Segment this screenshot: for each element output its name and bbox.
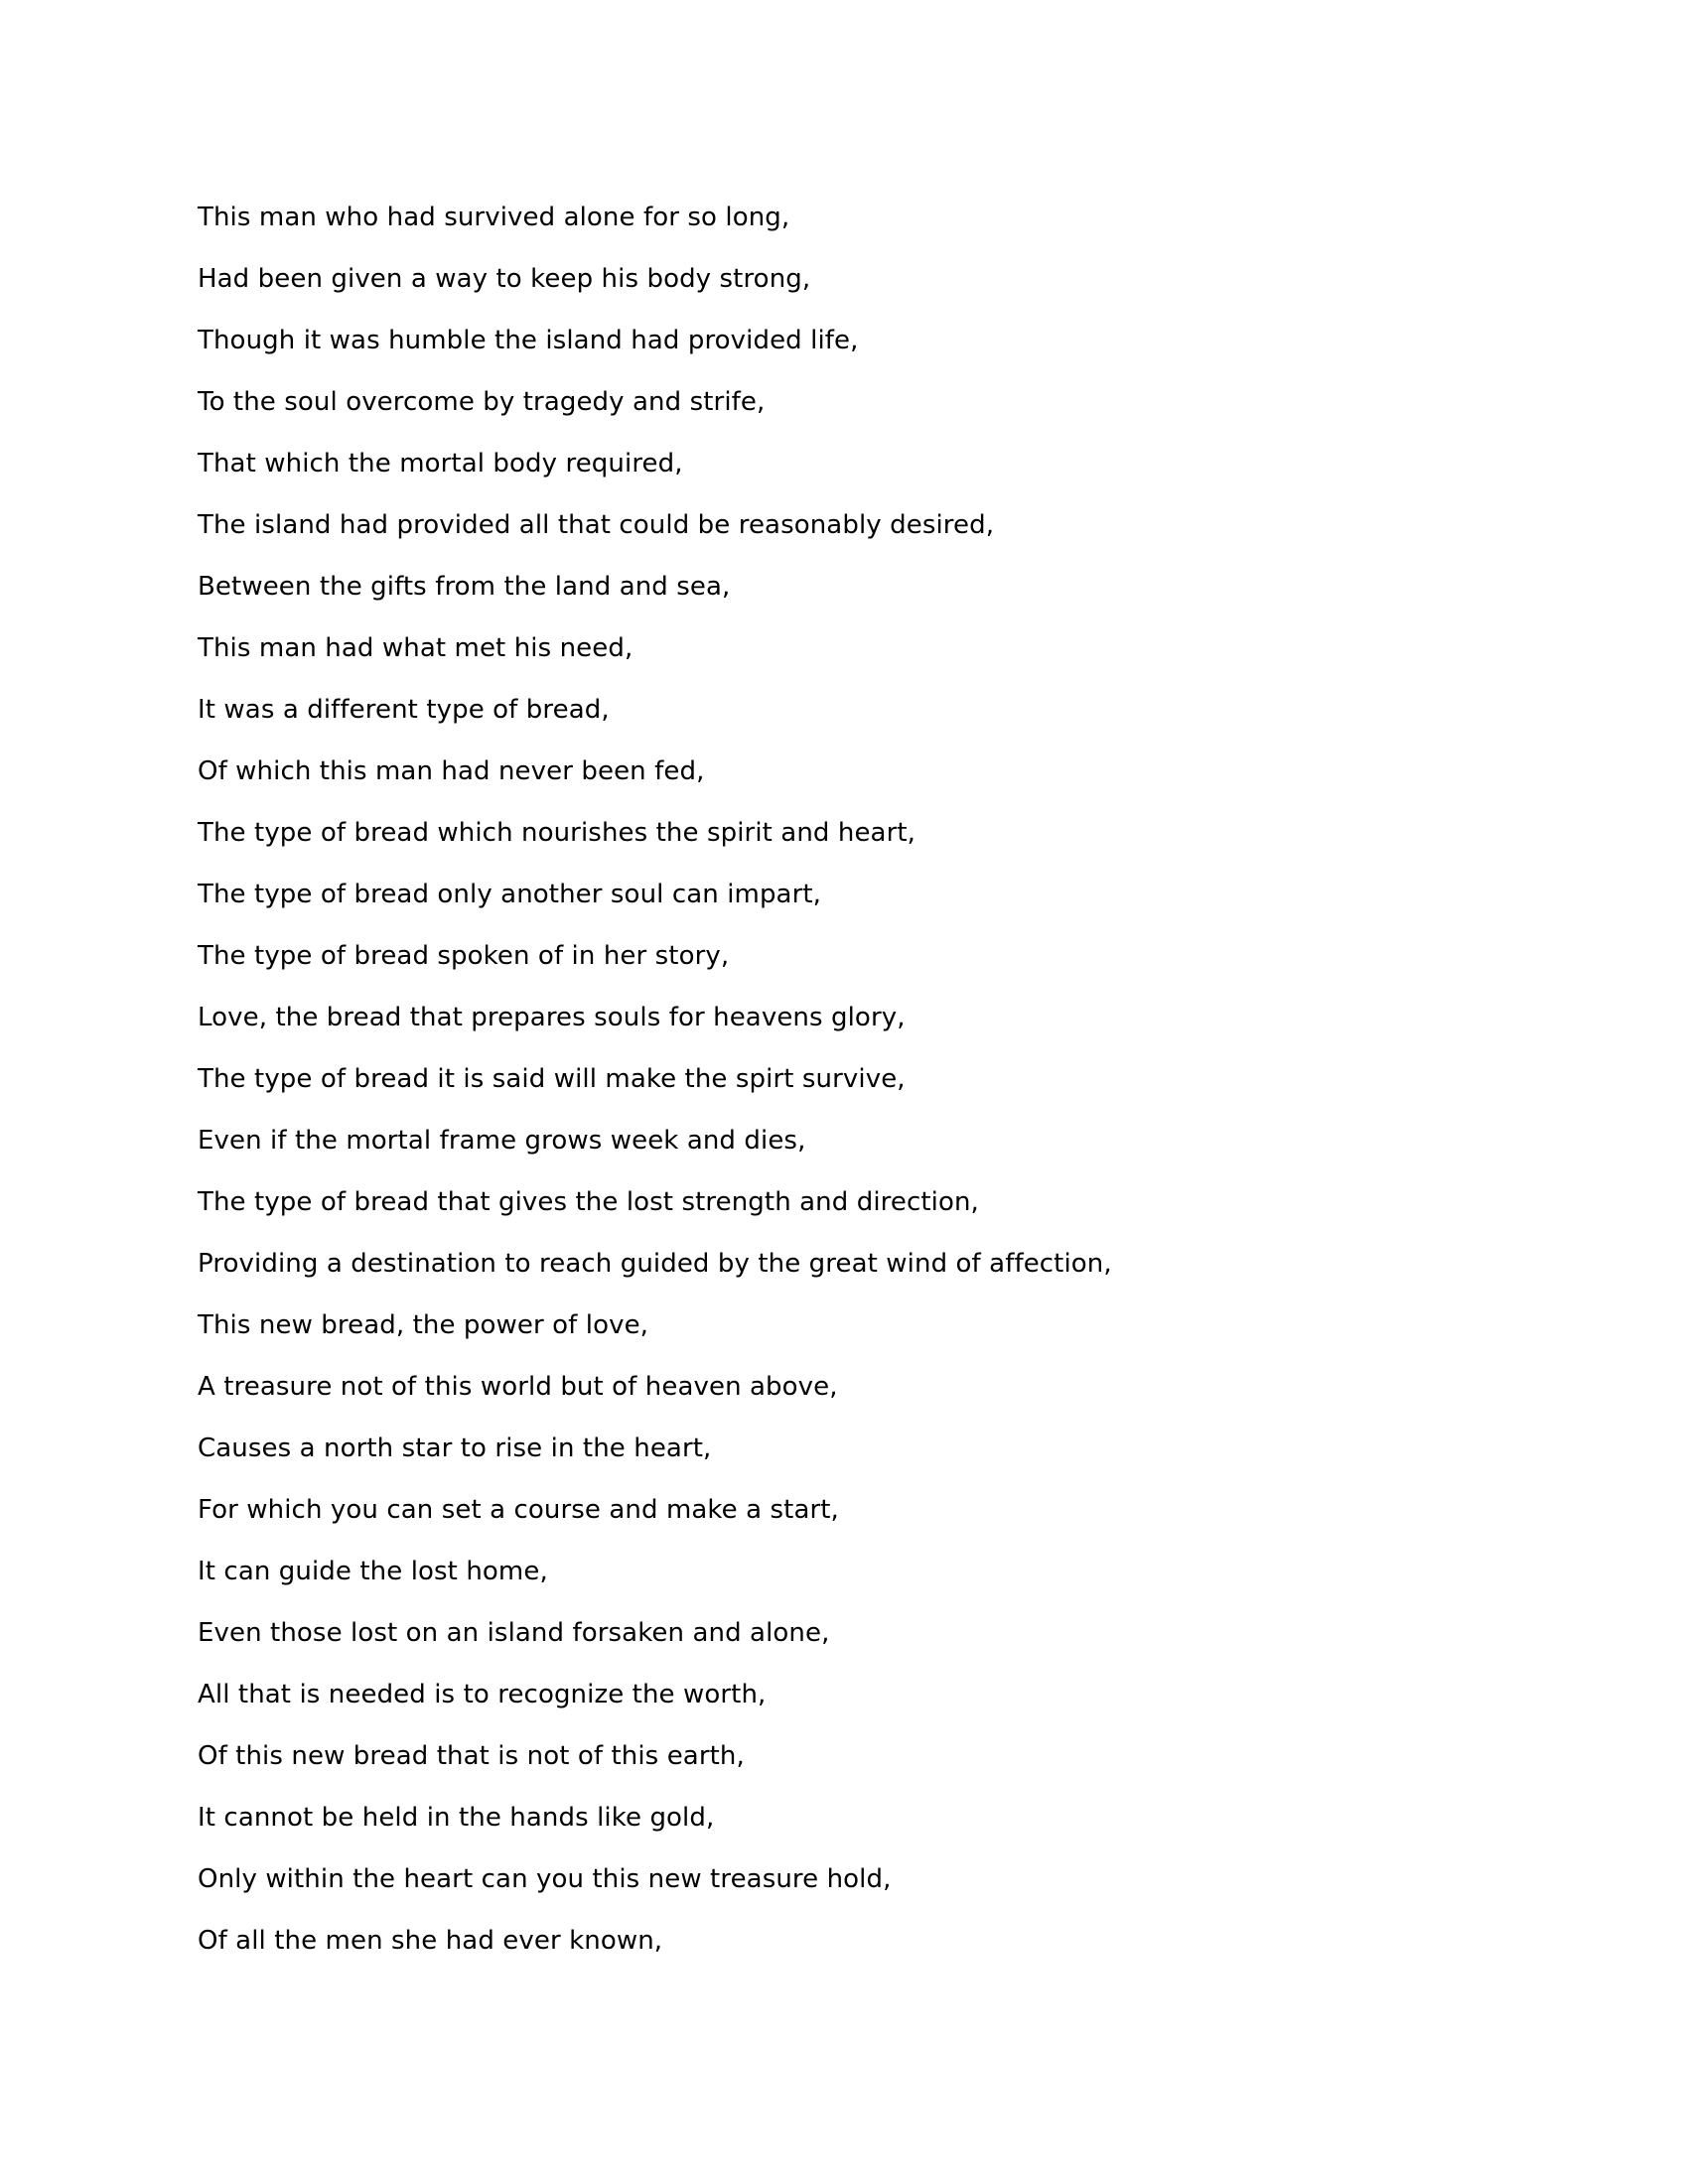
poem-line: The type of bread spoken of in her story, — [198, 941, 730, 971]
poem-line: The type of bread which nourishes the spirit and heart, — [198, 818, 916, 848]
poem-line: A treasure not of this world but of heaven above, — [198, 1372, 838, 1402]
poem-line: Love, the bread that prepares souls for heavens glory, — [198, 1003, 906, 1032]
poem-text — [198, 198, 1112, 1982]
poem-line: All that is needed is to recognize the worth, — [198, 1680, 767, 1709]
poem-line: Only within the heart can you this new treasure hold, — [198, 1864, 892, 1894]
poem-line: The island had provided all that could be reasonably desired, — [198, 510, 995, 540]
poem-line: For which you can set a course and make a start, — [198, 1495, 839, 1525]
poem-line: Of all the men she had ever known, — [198, 1926, 663, 1956]
poem-line: This man had what met his need, — [198, 633, 633, 663]
poem-line: It was a different type of bread, — [198, 695, 610, 725]
poem-line: It cannot be held in the hands like gold, — [198, 1803, 715, 1833]
poem-line: Providing a destination to reach guided by the great wind of affection, — [198, 1249, 1112, 1279]
poem-line: Had been given a way to keep his body strong, — [198, 264, 811, 294]
poem-line: The type of bread that gives the lost strength and direction, — [198, 1187, 979, 1217]
poem-line: It can guide the lost home, — [198, 1557, 548, 1586]
poem-line: Causes a north star to rise in the heart, — [198, 1433, 712, 1463]
poem-line: Even if the mortal frame grows week and dies, — [198, 1126, 806, 1156]
poem-line: Even those lost on an island forsaken and alone, — [198, 1618, 830, 1648]
poem-line: That which the mortal body required, — [198, 449, 683, 478]
poem-line: Of this new bread that is not of this earth, — [198, 1741, 745, 1771]
poem-line: The type of bread it is said will make the spirt survive, — [198, 1064, 906, 1094]
poem-line: Between the gifts from the land and sea, — [198, 572, 731, 602]
poem-line: To the soul overcome by tragedy and strife, — [198, 387, 766, 417]
poem-line: Though it was humble the island had provided life, — [198, 326, 859, 355]
poem-line: This man who had survived alone for so long, — [198, 203, 790, 232]
poem-line: Of which this man had never been fed, — [198, 756, 705, 786]
poem-line: The type of bread only another soul can impart, — [198, 880, 822, 909]
poem-line: This new bread, the power of love, — [198, 1310, 649, 1340]
